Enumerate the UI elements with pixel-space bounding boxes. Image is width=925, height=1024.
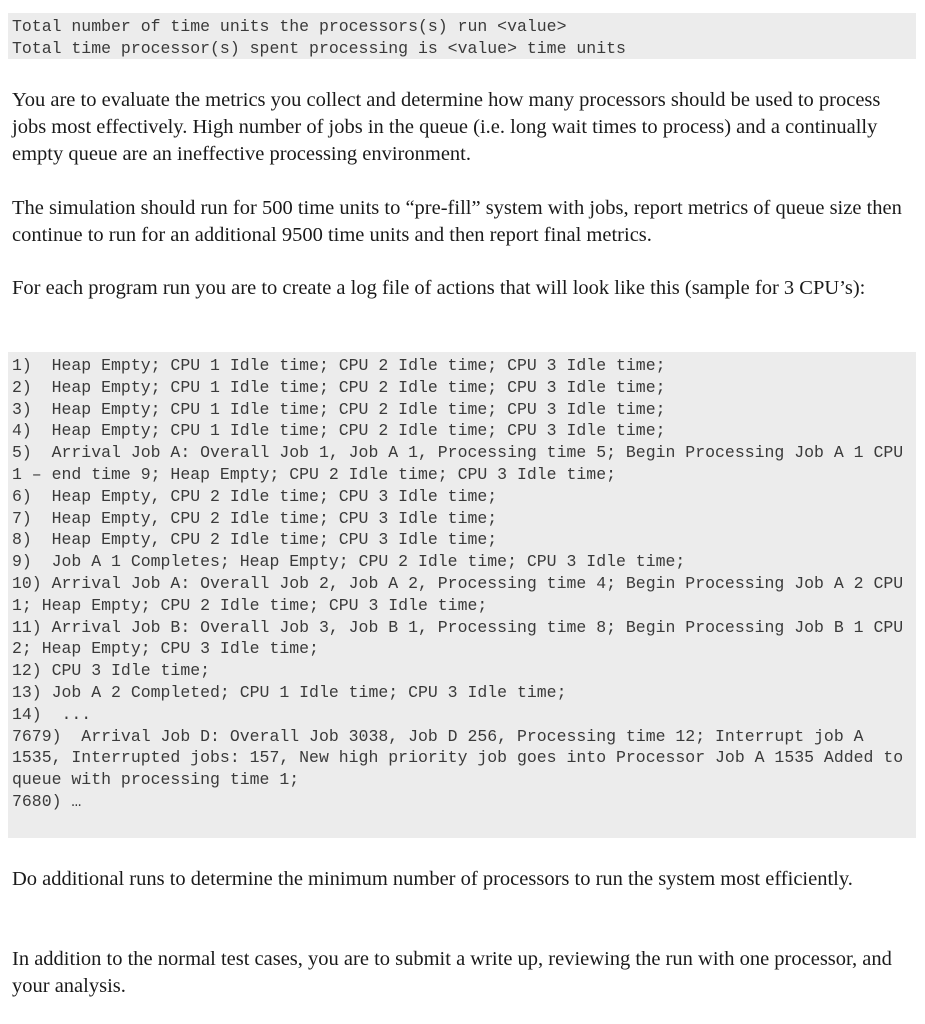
log-sample-code-block <box>8 352 916 838</box>
log-line: 7) Heap Empty, CPU 2 Idle time; CPU 3 Idle time; <box>12 508 498 528</box>
log-line: 11) Arrival Job B: Overall Job 3, Job B 1, Processing time 8; Begin Processing Job B 1 CPU 2; Heap Empty; CPU 3 Idle time; <box>12 617 914 659</box>
paragraph-evaluate: You are to evaluate the metrics you collect and determine how many processors should be used to process jobs most effectively. High number of jobs in the queue (i.e. long wait times to process) and a continually empty queue are an ineffective processing environment. <box>12 89 881 165</box>
log-line: 10) Arrival Job A: Overall Job 2, Job A 2, Processing time 4; Begin Processing Job A 2 CPU 1; Heap Empty; CPU 2 Idle time; CPU 3 Idle time; <box>12 573 914 615</box>
code-line: Total time processor(s) spent processing is <value> time units <box>12 39 626 58</box>
log-line: 13) Job A 2 Completed; CPU 1 Idle time; CPU 3 Idle time; <box>12 682 567 702</box>
log-line: 6) Heap Empty, CPU 2 Idle time; CPU 3 Idle time; <box>12 486 498 506</box>
log-line: 2) Heap Empty; CPU 1 Idle time; CPU 2 Idle time; CPU 3 Idle time; <box>12 377 666 397</box>
log-line: 4) Heap Empty; CPU 1 Idle time; CPU 2 Idle time; CPU 3 Idle time; <box>12 421 666 441</box>
log-line: 14) ... <box>12 704 92 724</box>
log-line: 7679) Arrival Job D: Overall Job 3038, Job D 256, Processing time 12; Interrupt job A 1535, Interrupted jobs: 157, New high priority job goes into Processor Job A 1535 Added to queue with processing time 1; <box>12 726 914 790</box>
paragraph-simulation: The simulation should run for 500 time units to “pre-fill” system with jobs, report metrics of queue size then continue to run for an additional 9500 time units and then report final metrics. <box>12 197 902 246</box>
log-line: 9) Job A 1 Completes; Heap Empty; CPU 2 Idle time; CPU 3 Idle time; <box>12 552 686 572</box>
paragraph-log-intro: For each program run you are to create a log file of actions that will look like this (sample for 3 CPU’s): <box>12 277 866 299</box>
log-line: 12) CPU 3 Idle time; <box>12 661 211 681</box>
log-line: 8) Heap Empty, CPU 2 Idle time; CPU 3 Idle time; <box>12 530 498 550</box>
log-line: 3) Heap Empty; CPU 1 Idle time; CPU 2 Idle time; CPU 3 Idle time; <box>12 399 666 419</box>
metrics-code-block <box>8 13 916 59</box>
paragraph-writeup: In addition to the normal test cases, you are to submit a write up, reviewing the run with one processor, and your analysis. <box>12 948 892 997</box>
paragraph-additional-runs: Do additional runs to determine the minimum number of processors to run the system most efficiently. <box>12 868 853 890</box>
log-line: 5) Arrival Job A: Overall Job 1, Job A 1, Processing time 5; Begin Processing Job A 1 CPU 1 – end time 9; Heap Empty; CPU 2 Idle time; CPU 3 Idle time; <box>12 443 914 484</box>
log-line: 7680) … <box>12 791 82 811</box>
log-line: 1) Heap Empty; CPU 1 Idle time; CPU 2 Idle time; CPU 3 Idle time; <box>12 356 666 375</box>
code-line: Total number of time units the processors(s) run <value> <box>12 17 567 36</box>
